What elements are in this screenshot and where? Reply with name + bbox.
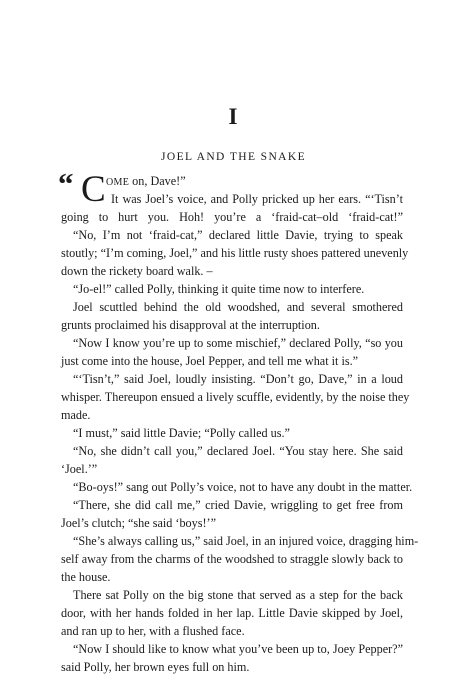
opening-line-1-rest: on, Dave!” bbox=[129, 174, 186, 188]
text-line: “There, she did call me,” cried Davie, wriggling to get free from bbox=[73, 498, 403, 512]
opening-lines bbox=[58, 166, 403, 210]
opening-line-1 bbox=[106, 172, 403, 192]
text-line: just come into the house, Joel Pepper, and tell me what it is.” bbox=[61, 354, 359, 368]
text-line: “She’s always calling us,” said Joel, in an injured voice, dragging him- bbox=[73, 534, 419, 548]
text-line: grunts proclaimed his disapproval at the interruption. bbox=[61, 318, 320, 332]
drop-cap: C bbox=[81, 169, 106, 210]
text-line: ‘Joel.’” bbox=[61, 462, 98, 476]
text-line: There sat Polly on the big stone that served as a step for the back bbox=[73, 588, 403, 602]
text-line: door, with her hands folded in her lap. Little Davie skipped by Joel, bbox=[61, 606, 403, 620]
text-line: made. bbox=[61, 408, 91, 422]
text-line: the house. bbox=[61, 570, 111, 584]
chapter-title: JOEL AND THE SNAKE bbox=[161, 151, 306, 163]
text-line: whisper. Thereupon ensued a lively scuffle, evidently, by the noise they bbox=[61, 390, 410, 404]
body-text bbox=[58, 166, 419, 676]
opening-line-3: going to hurt you. Hoh! you’re a ‘fraid-cat–old ‘fraid-cat!” bbox=[61, 210, 403, 224]
text-line: said Polly, her brown eyes full on him. bbox=[61, 660, 250, 674]
text-line: Joel scuttled behind the old woodshed, and several smothered bbox=[73, 300, 403, 314]
text-line: Joel’s clutch; “she said ‘boys!’” bbox=[61, 516, 217, 530]
chapter-number: I bbox=[228, 104, 239, 129]
text-line: “Jo-el!” called Polly, thinking it quite time now to interfere. bbox=[73, 282, 365, 296]
text-line: “Bo-oys!” sang out Polly’s voice, not to have any doubt in the matter. bbox=[73, 480, 413, 494]
text-line: down the rickety board walk. – bbox=[61, 264, 213, 278]
small-caps-text: OME bbox=[106, 177, 130, 188]
paragraph-lines bbox=[61, 226, 419, 676]
text-line: self away from the charms of the woodshed to straggle slowly back to bbox=[61, 552, 403, 566]
drop-quote-mark: “ bbox=[58, 166, 74, 201]
text-line: “Now I should like to know what you’ve been up to, Joey Pepper?” bbox=[73, 642, 403, 656]
text-line: and ran up to her, with a flushed face. bbox=[61, 624, 245, 638]
text-line: stoutly; “I’m coming, Joel,” and his little rusty shoes pattered unevenly bbox=[61, 246, 409, 260]
text-line: “No, I’m not ‘fraid-cat,” declared little Davie, trying to speak bbox=[73, 228, 403, 242]
text-line: “‘Tisn’t,” said Joel, loudly insisting. “Don’t go, Dave,” in a loud bbox=[73, 372, 403, 386]
opening-line-2: It was Joel’s voice, and Polly pricked up her ears. “‘Tisn’t bbox=[111, 192, 403, 206]
text-line: “Now I know you’re up to some mischief,” declared Polly, “so you bbox=[73, 336, 403, 350]
text-line: “No, she didn’t call you,” declared Joel. “You stay here. She said bbox=[73, 444, 403, 458]
text-line: “I must,” said little Davie; “Polly called us.” bbox=[73, 426, 290, 440]
